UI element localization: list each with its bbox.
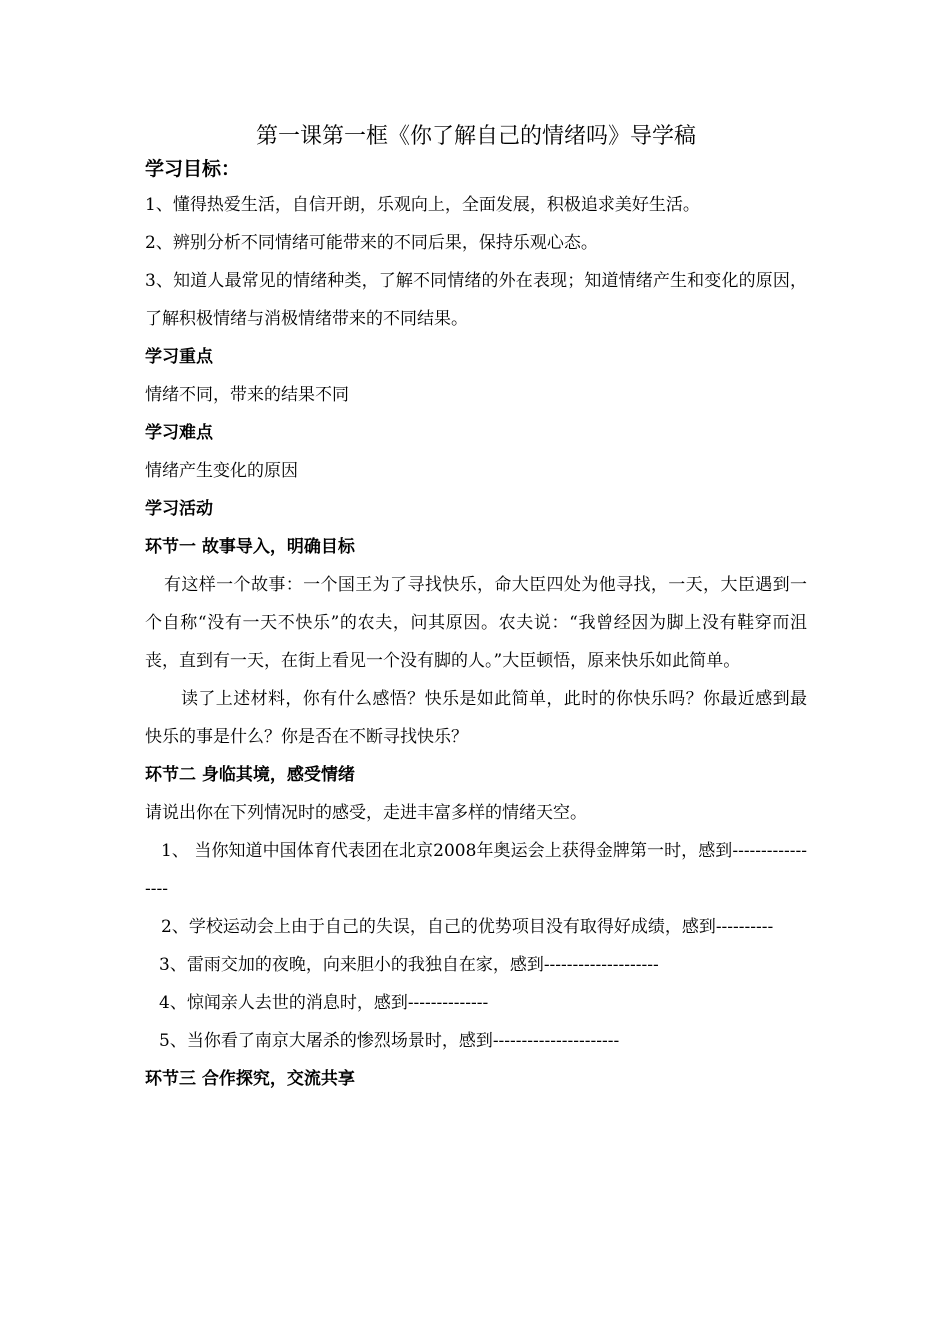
activities-heading: 学习活动 [145,499,213,519]
document-page [145,118,807,1098]
objective-item-3: 3、知道人最常见的情绪种类，了解不同情绪的外在表现；知道情绪产生和变化的原因，了解积极情绪与消极情绪带来的不同结果。 [145,271,807,329]
objective-item-1: 1、懂得热爱生活，自信开朗，乐观向上，全面发展，积极追求美好生活。 [145,195,700,215]
section2-item-2: 2、学校运动会上由于自己的失误，自己的优势项目没有取得好成绩，感到---------- [161,917,774,937]
section1-question: 读了上述材料，你有什么感悟？快乐是如此简单，此时的你快乐吗？你最近感到最快乐的事是什么？你是否在不断寻找快乐？ [145,689,807,747]
section2-item-5: 5、当你看了南京大屠杀的惨烈场景时，感到---------------------- [159,1031,620,1051]
section2-heading: 环节二 身临其境，感受情绪 [145,765,355,785]
section1-story: 有这样一个故事：一个国王为了寻找快乐，命大臣四处为他寻找，一天，大臣遇到一个自称“没有一天不快乐”的农夫，问其原因。农夫说：“我曾经因为脚上没有鞋穿而沮丧，直到有一天，在街上看见一个没有脚的人。”大臣顿悟，原来快乐如此简单。 [145,575,807,671]
focus-heading: 学习重点 [145,347,213,367]
difficulty-text: 情绪产生变化的原因 [145,461,298,481]
section2-item-4: 4、惊闻亲人去世的消息时，感到-------------- [159,993,489,1013]
focus-text: 情绪不同，带来的结果不同 [145,385,349,405]
section2-item-1: 1、 当你知道中国体育代表团在北京2008年奥运会上获得金牌第一时，感到----------------- [145,841,807,899]
objectives-heading: 学习目标： [145,158,241,180]
difficulty-heading: 学习难点 [145,423,213,443]
document-title: 第一课第一框《你了解自己的情绪吗》导学稿 [255,124,696,149]
section2-item-3: 3、雷雨交加的夜晚，向来胆小的我独自在家，感到-------------------- [159,955,659,975]
objective-item-2: 2、辨别分析不同情绪可能带来的不同后果，保持乐观心态。 [145,233,598,253]
section2-intro: 请说出你在下列情况时的感受，走进丰富多样的情绪天空。 [145,803,587,823]
section3-heading: 环节三 合作探究，交流共享 [145,1069,355,1089]
section1-heading: 环节一 故事导入，明确目标 [145,537,355,557]
